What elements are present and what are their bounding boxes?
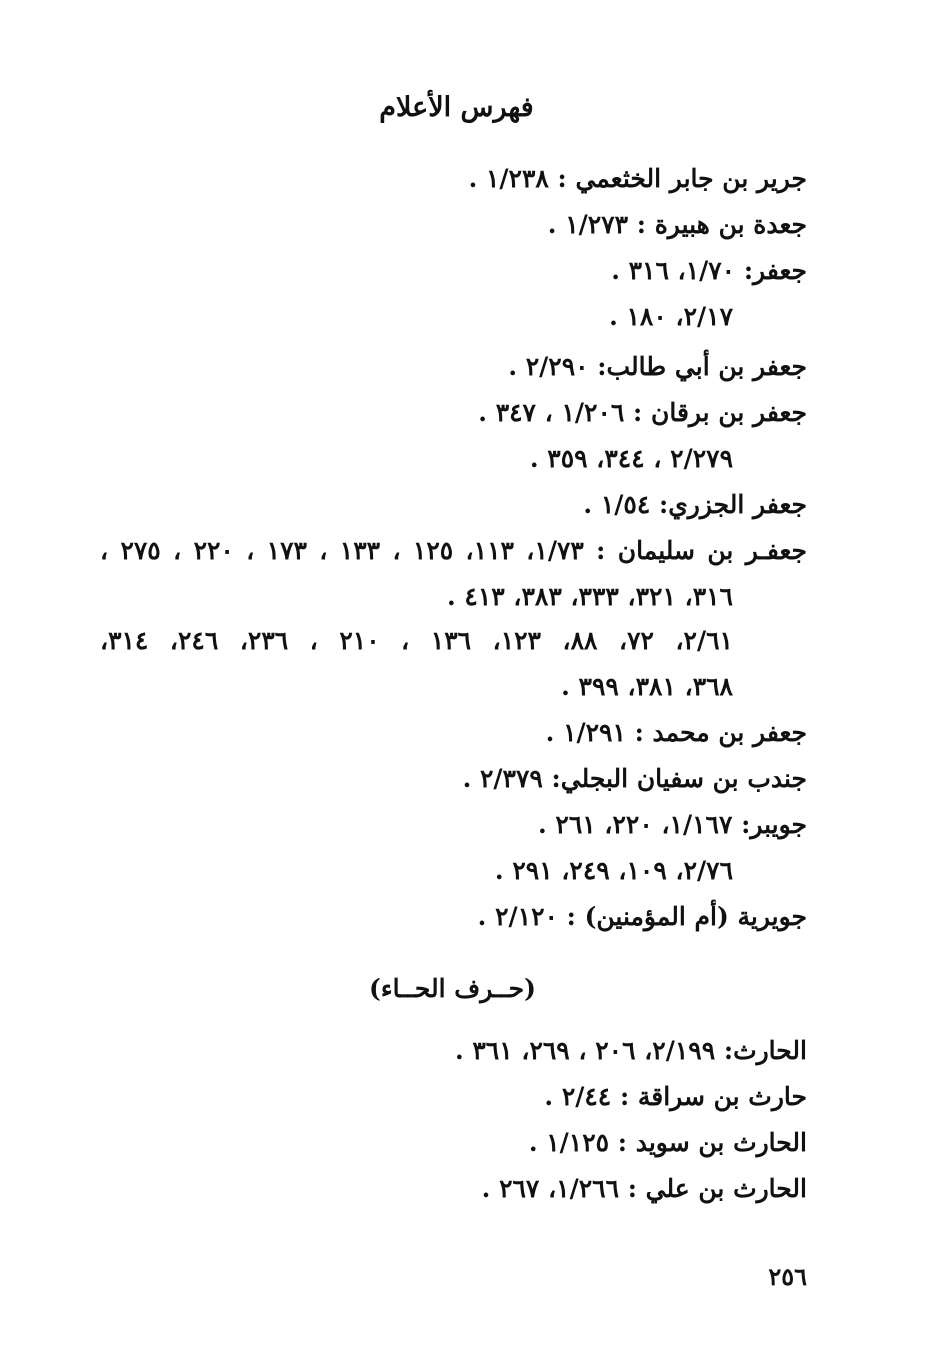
index-entry-continuation: ٢/١٧، ١٨٠ . [609,302,733,331]
index-title: فهرس الأعلام [379,92,534,123]
index-entry-continuation: ٢/٦١، ٧٢، ٨٨، ١٢٣، ١٣٦ ، ٢١٠ ، ٢٣٦، ٢٤٦، ٣١٤، [100,626,733,655]
index-entry: جويبر: ١/١٦٧، ٢٢٠، ٢٦١ . [537,810,807,839]
index-entry-continuation: ٢/٧٦، ١٠٩، ٢٤٩، ٢٩١ . [494,856,733,885]
index-entry-continuation: ٣٦٨، ٣٨١، ٣٩٩ . [561,672,733,701]
page-header [0,92,933,123]
index-entry-continuation: ٢/٢٧٩ ، ٣٤٤، ٣٥٩ . [529,444,733,473]
index-entry: حارث بن سراقة : ٢/٤٤ . [544,1082,807,1111]
index-entry: جرير بن جابر الخثعمي : ١/٢٣٨ . [468,164,807,193]
index-entry: جعفـر بن سليمان : ١/٧٣، ١١٣، ١٢٥ ، ١٣٣ ، ١٧٣ ، ٢٢٠ ، ٢٧٥ ، [100,536,807,565]
index-entry: الحارث: ٢/١٩٩، ٢٠٦ ، ٢٦٩، ٣٦١ . [454,1036,807,1065]
index-entry: جعفر بن أبي طالب: ٢/٢٩٠ . [508,352,807,381]
index-entry: جعفر بن برقان : ١/٢٠٦ ، ٣٤٧ . [478,398,807,427]
index-entry: جندب بن سفيان البجلي: ٢/٣٧٩ . [462,764,807,793]
index-entry: جعفر: ١/٧٠، ٣١٦ . [611,256,807,285]
index-entry: جعفر بن محمد : ١/٢٩١ . [545,718,807,747]
index-entry: جعدة بن هبيرة : ١/٢٧٣ . [547,210,807,239]
page-number: ٢٥٦ [768,1262,807,1291]
index-entry: جويرية (أم المؤمنين) : ٢/١٢٠ . [477,902,807,931]
section-heading: (حــرف الحــاء) [369,974,536,1003]
index-entry-continuation: ٣١٦، ٣٢١، ٣٣٣، ٣٨٣، ٤١٣ . [446,582,733,611]
index-entry: الحارث بن سويد : ١/١٢٥ . [528,1128,807,1157]
index-entry: جعفر الجزري: ١/٥٤ . [583,490,807,519]
index-entry: الحارث بن علي : ١/٢٦٦، ٢٦٧ . [481,1174,807,1203]
